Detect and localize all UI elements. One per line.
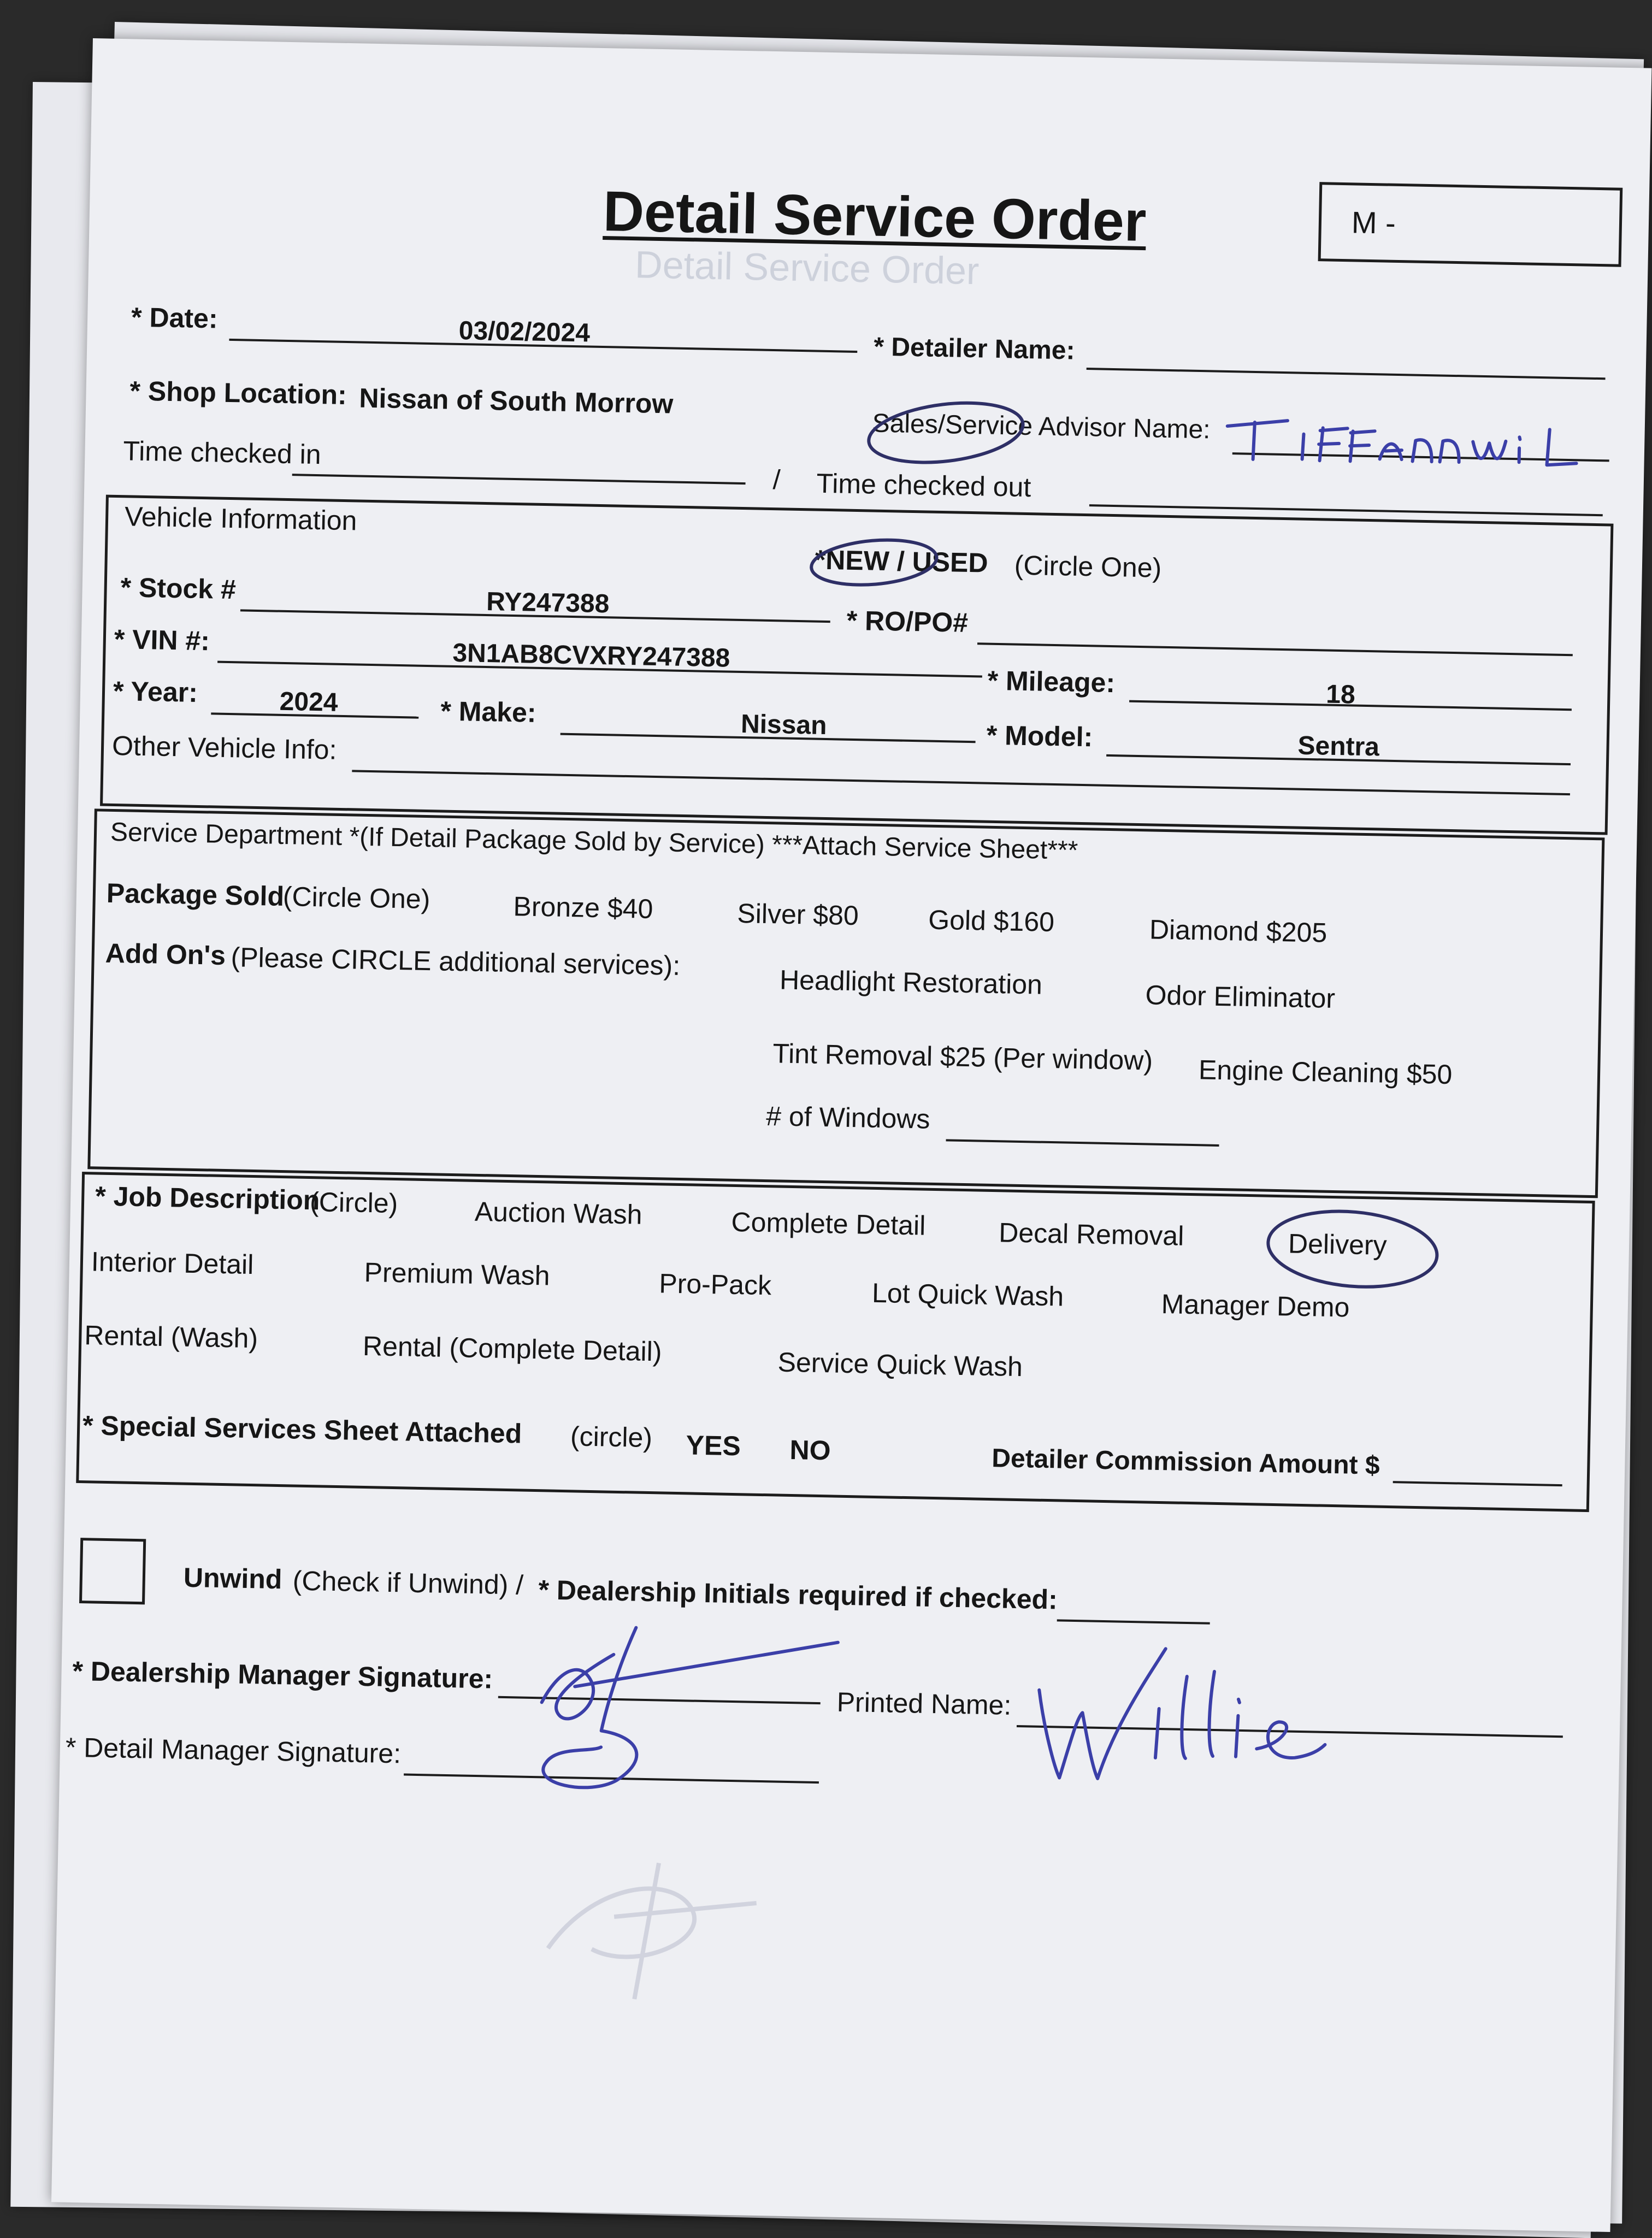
year-label: * Year: xyxy=(113,675,198,708)
vin-label: * VIN #: xyxy=(114,623,210,657)
time-in-line[interactable] xyxy=(292,474,746,485)
unwind-checkbox[interactable] xyxy=(79,1538,146,1604)
mileage-value: 18 xyxy=(1325,680,1356,710)
job-auction-wash[interactable]: Auction Wash xyxy=(474,1196,643,1230)
job-premium-wash[interactable]: Premium Wash xyxy=(364,1256,551,1291)
addon-engine-cleaning[interactable]: Engine Cleaning $50 xyxy=(1198,1054,1453,1090)
special-services-yes[interactable]: YES xyxy=(686,1430,741,1462)
special-services-no[interactable]: NO xyxy=(789,1434,831,1466)
delivery-circle-mark xyxy=(1260,1202,1447,1298)
package-sold-hint: (Circle One) xyxy=(282,881,430,915)
detail-manager-signature-label: * Detail Manager Signature: xyxy=(65,1732,402,1769)
date-label: * Date: xyxy=(131,302,219,334)
package-silver[interactable]: Silver $80 xyxy=(736,897,859,931)
other-vehicle-info-label: Other Vehicle Info: xyxy=(111,730,337,765)
job-lot-quick-wash[interactable]: Lot Quick Wash xyxy=(871,1277,1064,1312)
unwind-label: Unwind xyxy=(183,1562,282,1595)
add-ons-label: Add On's xyxy=(105,937,226,971)
package-diamond[interactable]: Diamond $205 xyxy=(1149,914,1328,948)
addon-tint-removal[interactable]: Tint Removal $25 (Per window) xyxy=(772,1038,1153,1076)
job-manager-demo[interactable]: Manager Demo xyxy=(1161,1288,1350,1323)
sales-circle-mark xyxy=(860,392,1037,477)
printed-name-signature xyxy=(1021,1629,1330,1799)
package-gold[interactable]: Gold $160 xyxy=(928,904,1055,938)
dealership-initials-label: * Dealership Initials required if checked: xyxy=(538,1574,1058,1615)
new-used-option[interactable]: *NEW / USED xyxy=(815,544,989,578)
stock-value: RY247388 xyxy=(486,587,610,619)
new-circle-mark xyxy=(804,533,947,595)
stock-label: * Stock # xyxy=(120,572,237,605)
model-value: Sentra xyxy=(1297,731,1380,762)
job-description-label: * Job Description xyxy=(95,1180,320,1216)
job-description-hint: (Circle) xyxy=(309,1186,398,1219)
special-services-hint: (circle) xyxy=(570,1421,653,1454)
detail-service-order-form xyxy=(51,38,1652,2232)
package-sold-label: Package Sold xyxy=(106,877,285,912)
detailer-name-line[interactable] xyxy=(1087,368,1606,380)
detailer-name-label: * Detailer Name: xyxy=(873,332,1076,365)
mileage-label: * Mileage: xyxy=(987,665,1116,699)
windows-count-label: # of Windows xyxy=(765,1101,930,1135)
job-complete-detail[interactable]: Complete Detail xyxy=(731,1206,926,1241)
order-number-box[interactable] xyxy=(1318,182,1623,267)
ro-po-label: * RO/PO# xyxy=(846,605,969,638)
job-interior-detail[interactable]: Interior Detail xyxy=(91,1246,254,1280)
job-decal-removal[interactable]: Decal Removal xyxy=(998,1217,1184,1251)
dealership-manager-signature xyxy=(507,1620,849,1806)
add-ons-hint: (Please CIRCLE additional services): xyxy=(231,942,681,981)
sales-service-advisor-label: Sales/Service Advisor Name: xyxy=(872,409,1211,445)
job-service-quick-wash[interactable]: Service Quick Wash xyxy=(777,1347,1023,1383)
shop-location-label: * Shop Location: xyxy=(129,375,347,411)
service-department-section xyxy=(87,808,1604,1198)
make-label: * Make: xyxy=(440,695,537,728)
dealership-manager-signature-label: * Dealership Manager Signature: xyxy=(72,1655,493,1694)
dealership-initials-line[interactable] xyxy=(1057,1619,1210,1624)
shop-location-value: Nissan of South Morrow xyxy=(358,382,674,420)
model-label: * Model: xyxy=(986,719,1093,753)
job-rental-wash[interactable]: Rental (Wash) xyxy=(84,1320,258,1354)
advisor-name-handwriting xyxy=(1221,404,1583,477)
time-separator: / xyxy=(772,464,781,495)
bleed-through-text: Detail Service Order xyxy=(634,243,980,293)
year-value: 2024 xyxy=(279,687,339,717)
date-value: 03/02/2024 xyxy=(458,316,591,348)
addon-headlight-restoration[interactable]: Headlight Restoration xyxy=(779,964,1043,1000)
job-pro-pack[interactable]: Pro-Pack xyxy=(658,1268,772,1301)
job-delivery[interactable]: Delivery xyxy=(1288,1228,1388,1261)
order-number-prefix: M - xyxy=(1351,205,1396,240)
time-out-label: Time checked out xyxy=(816,468,1031,503)
bleed-through-signature xyxy=(525,1839,801,2008)
printed-name-label: Printed Name: xyxy=(836,1686,1012,1721)
addon-odor-eliminator[interactable]: Odor Eliminator xyxy=(1145,979,1336,1014)
unwind-hint: (Check if Unwind) / xyxy=(292,1565,524,1601)
new-used-hint: (Circle One) xyxy=(1014,550,1162,583)
package-bronze[interactable]: Bronze $40 xyxy=(513,891,653,924)
vehicle-section-label: Vehicle Information xyxy=(124,501,357,536)
special-services-label: * Special Services Sheet Attached xyxy=(82,1410,522,1449)
service-department-header: Service Department *(If Detail Package Sold by Service) ***Attach Service Sheet*** xyxy=(110,817,1078,865)
commission-label: Detailer Commission Amount $ xyxy=(991,1444,1380,1480)
form-title: Detail Service Order xyxy=(602,180,1147,254)
make-value: Nissan xyxy=(740,710,828,741)
vin-value: 3N1AB8CVXRY247388 xyxy=(452,638,730,673)
job-rental-complete-detail[interactable]: Rental (Complete Detail) xyxy=(362,1330,663,1367)
time-in-label: Time checked in xyxy=(122,435,322,470)
